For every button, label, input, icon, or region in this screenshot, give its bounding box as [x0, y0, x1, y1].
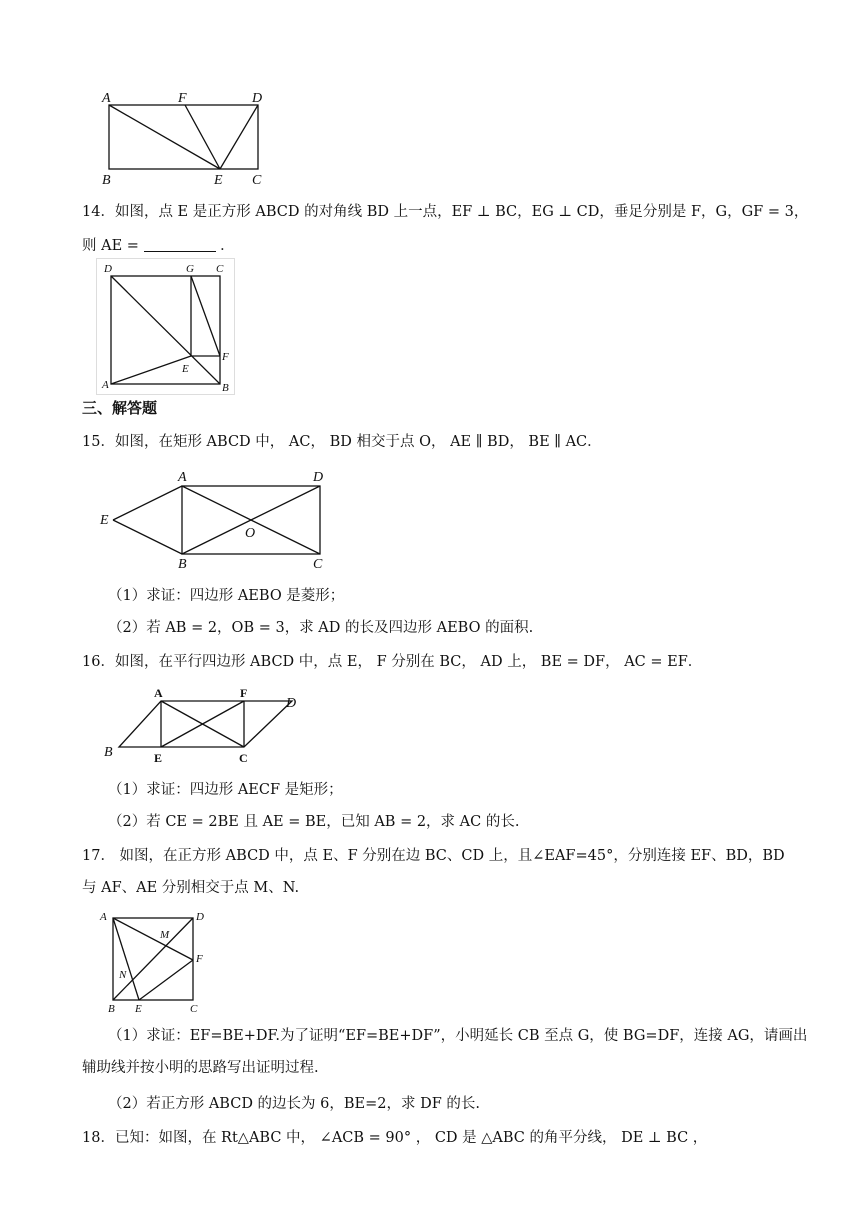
label-b: B — [108, 1003, 115, 1015]
figure-rectangle-rhombus — [96, 466, 336, 572]
q15-stem: 15．如图，在矩形 ABCD 中， AC， BD 相交于点 O， AE ∥ BD， BE ∥ AC． — [82, 434, 602, 450]
label-a: A — [102, 91, 111, 106]
label-a: A — [178, 470, 187, 485]
diagonal-db — [113, 918, 193, 1000]
label-n: N — [119, 969, 127, 981]
q17-stem-line2: 与 AF、AE 分别相交于点 M、N. — [82, 880, 300, 896]
figure-border — [97, 259, 235, 395]
label-b: B — [104, 745, 113, 760]
label-e: E — [154, 751, 163, 765]
segment-de — [220, 105, 258, 169]
figure-square-angle — [96, 906, 214, 1016]
segment-eb — [113, 520, 182, 554]
q16-stem: 16．如图，在平行四边形 ABCD 中，点 E， F 分别在 BC， AD 上， BE = DF， AC = EF． — [82, 654, 703, 670]
label-o: O — [245, 526, 256, 541]
label-f: F — [196, 953, 203, 965]
segment-ae — [109, 105, 220, 169]
label-f: F — [178, 91, 187, 106]
label-b: B — [102, 173, 111, 188]
q17-stem-line1: 17． 如图，在正方形 ABCD 中，点 E、F 分别在边 BC、CD 上，且∠EAF=45°，分别连接 EF、BD，BD — [82, 848, 785, 864]
label-d: D — [313, 470, 324, 485]
label-m: M — [160, 929, 170, 941]
label-e: E — [100, 513, 109, 528]
q17-part1-line2: 辅助线并按小明的思路写出证明过程. — [82, 1060, 319, 1076]
segment-ef — [139, 960, 193, 1000]
q17-part1-line1: （1）求证：EF=BE+DF.为了证明“EF=BE+DF”，小明延长 CB 至点 G，使 BG=DF，连接 AG，请画出 — [108, 1028, 808, 1044]
label-c: C — [313, 557, 323, 572]
q16-part1: （1）求证：四边形 AECF 是矩形； — [108, 782, 343, 798]
label-c: C — [239, 751, 248, 765]
q14-answer-suffix: ． — [220, 238, 235, 254]
section-title: 三、解答题 — [82, 399, 158, 417]
label-d: D — [196, 911, 204, 923]
figure-rectangle-afd — [96, 86, 276, 188]
segment-ea — [113, 486, 182, 520]
label-f: F — [240, 686, 248, 700]
q15-part1: （1）求证：四边形 AEBO 是菱形； — [108, 588, 345, 604]
label-d: D — [104, 263, 112, 275]
segment-ae — [111, 356, 191, 384]
label-a: A — [102, 379, 109, 391]
label-b: B — [178, 557, 187, 572]
label-c: C — [216, 263, 224, 275]
figure-parallelogram — [96, 684, 316, 766]
label-e: E — [135, 1003, 142, 1015]
q15-part2: （2）若 AB = 2，OB = 3，求 AD 的长及四边形 AEBO 的面积. — [108, 620, 534, 636]
label-b: B — [222, 382, 229, 394]
rectangle-abcd — [109, 105, 258, 169]
segment-gf — [191, 276, 220, 356]
figure-square-diagonal — [96, 258, 238, 398]
label-f: F — [222, 351, 229, 363]
q17-part2: （2）若正方形 ABCD 的边长为 6，BE=2，求 DF 的长. — [108, 1096, 481, 1112]
label-a: A — [154, 686, 163, 700]
label-e: E — [182, 363, 189, 375]
diagonal-db — [111, 276, 220, 384]
answer-blank[interactable] — [144, 237, 216, 252]
label-e: E — [214, 173, 223, 188]
q14-answer-prefix: 则 AE = — [82, 238, 139, 254]
label-c: C — [190, 1003, 198, 1015]
label-c: C — [252, 173, 262, 188]
label-d: D — [286, 696, 297, 711]
label-d: D — [252, 91, 263, 106]
q14-stem: 14．如图，点 E 是正方形 ABCD 的对角线 BD 上一点，EF ⊥ BC，EG ⊥ CD，垂足分别是 F，G，GF = 3， — [82, 204, 809, 220]
q16-part2: （2）若 CE = 2BE 且 AE = BE，已知 AB = 2，求 AC 的长. — [108, 814, 520, 830]
label-a: A — [100, 911, 107, 923]
label-g: G — [186, 263, 194, 275]
q14-answer-line — [82, 236, 235, 256]
parallelogram-abcd — [119, 701, 292, 747]
q18-stem: 18．已知：如图，在 Rt△ABC 中， ∠ACB = 90° ， CD 是 △ABC 的角平分线， DE ⊥ BC ， — [82, 1130, 708, 1146]
